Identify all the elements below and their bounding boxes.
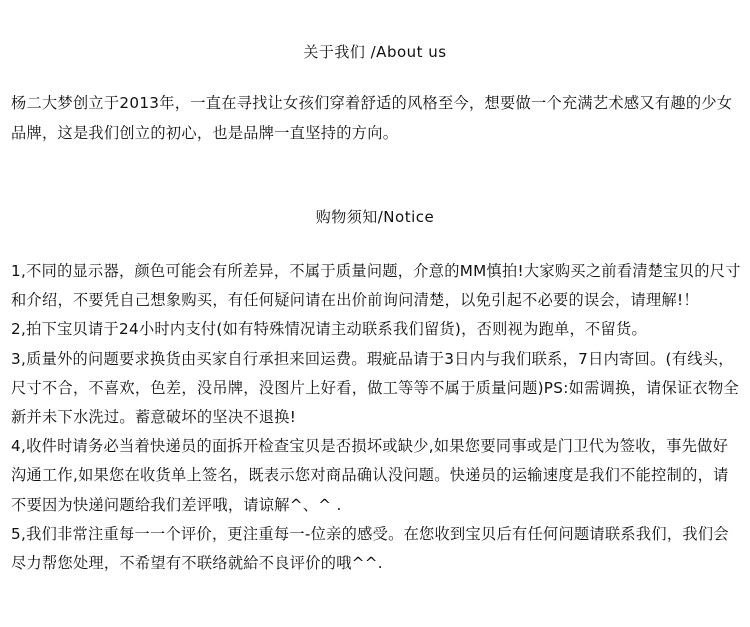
notice-item-4: 4,收件时请务必当着快递员的面拆开检查宝贝是否损坏或缺少,如果您要同事或是门卫代为签收，事先做好沟通工作,如果您在收货单上签名，既表示您对商品确认没问题。快递员的运输速度是我们不能控制的，请不要因为快递问题给我们差评哦，请谅解^、^ . <box>11 437 729 514</box>
shopping-notice-list <box>11 257 743 578</box>
about-us-title: 关于我们 /About us <box>303 43 447 61</box>
notice-item-2: 2,拍下宝贝请于24小时内支付(如有特殊情况请主动联系我们留货)，否则视为跑单，不留货。 <box>11 320 647 339</box>
shopping-notice-title: 购物须知/Notice <box>315 208 435 226</box>
notice-item-1: 1,不同的显示器，颜色可能会有所差异，不属于质量问题，介意的MM慎拍!大家购买之前看清楚宝贝的尺寸和介绍，不要凭自己想象购买，有任何疑问请在出价前询问清楚，以免引起不必要的误会，请理解!！ <box>11 262 741 310</box>
notice-item-5: 5,我们非常注重每一一个评价，更注重每一-位亲的感受。在您收到宝贝后有任何问题请联系我们，我们会尽力帮您处理，不希望有不联络就給不良评价的哦^^. <box>11 524 729 573</box>
notice-item-3: 3,质量外的问题要求换货由买家自行承担来回运费。瑕疵品请于3日内与我们联系，7日内寄回。(有线头，尺寸不合，不喜欢，色差，没吊牌，没图片上好看，做工等等不属于质量问题)PS:如需调换，请保证衣物全新并未下水洗过。蓄意破坏的坚决不退换! <box>11 349 739 427</box>
about-us-text: 杨二大梦创立于2013年，一直在寻找让女孩们穿着舒适的风格至今，想要做一个充满艺术感又有趣的少女品牌，这是我们创立的初心，也是品牌一直坚持的方向。 <box>11 94 733 142</box>
